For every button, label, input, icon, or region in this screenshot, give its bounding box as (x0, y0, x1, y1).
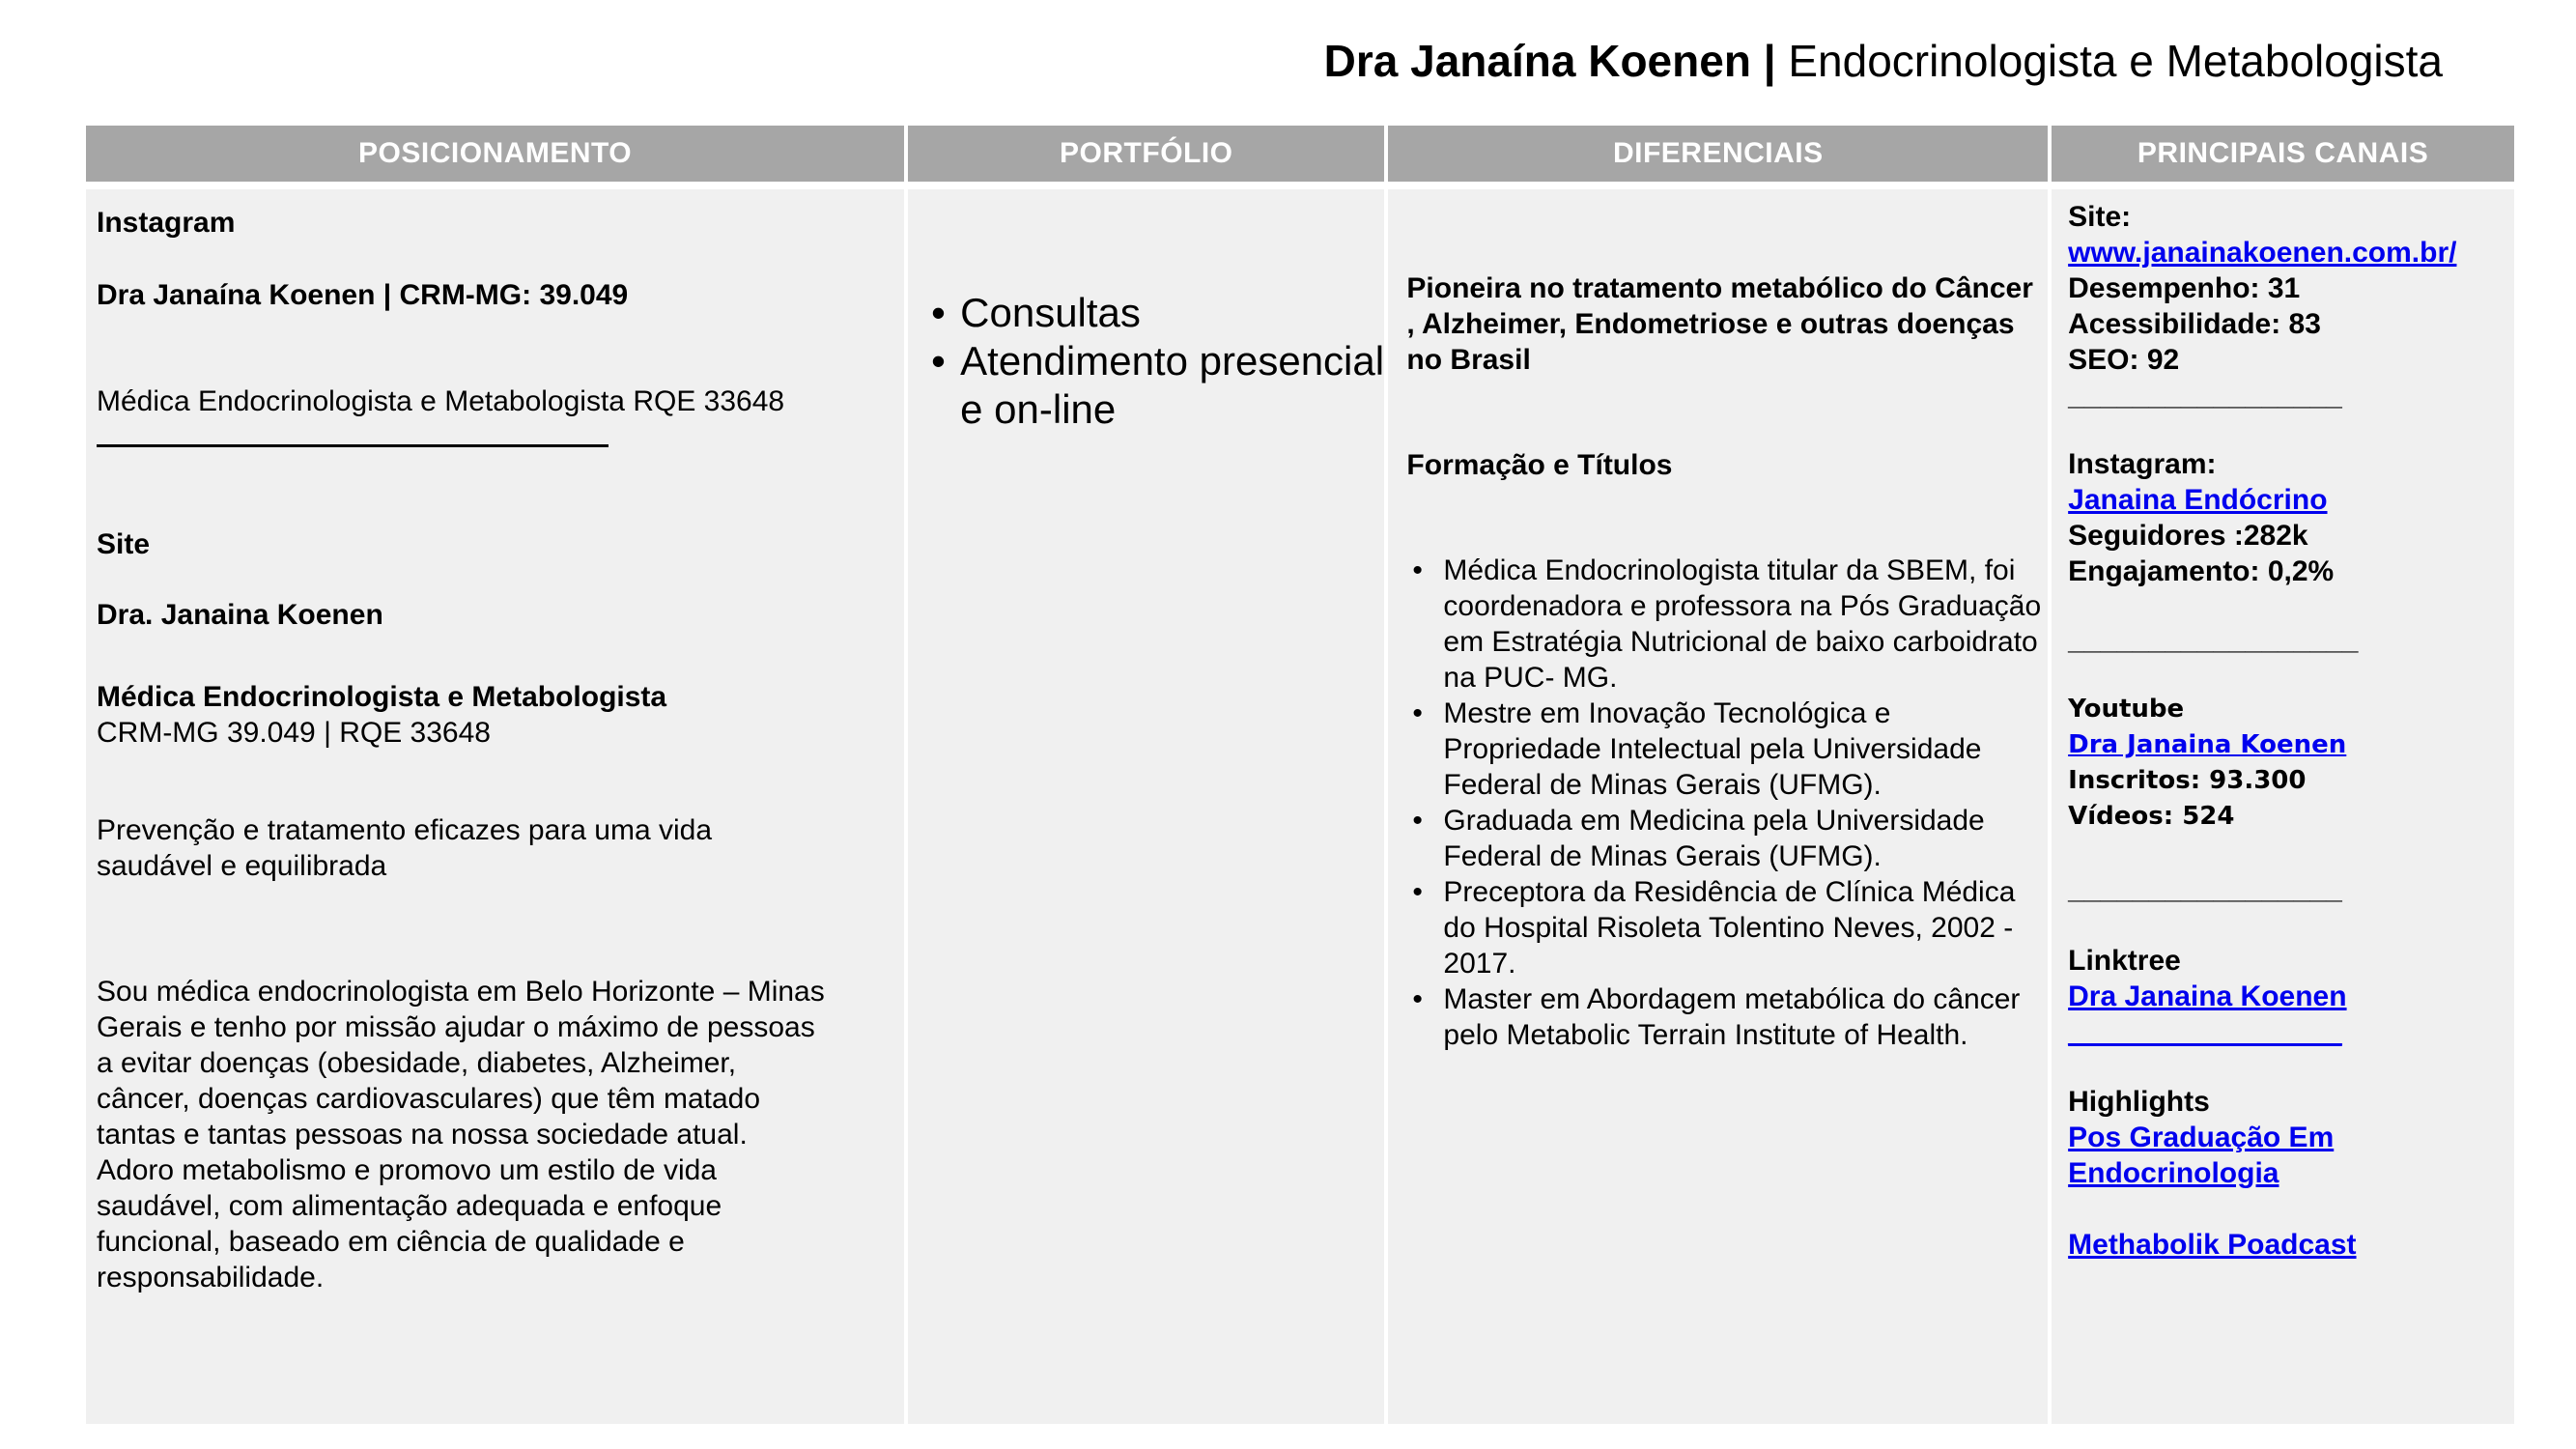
column-canais (2052, 126, 2514, 1424)
inscritos-value: Inscritos: 93.300 (2068, 766, 2307, 795)
formacao-label: Formação e Títulos (1406, 449, 1673, 481)
credential-line: Federal de Minas Gerais (UFMG). (1443, 769, 1882, 801)
linktree-underline[interactable]: _________________ (2068, 1016, 2342, 1048)
separator: _________________ (2068, 873, 2342, 905)
instagram-label: Instagram (97, 207, 236, 239)
list-item (1406, 803, 2041, 874)
instagram-label: Instagram: (2068, 448, 2217, 480)
header-diferenciais: DIFERENCIAIS (1388, 126, 2048, 182)
portfolio-list (931, 289, 1384, 434)
site-crm: CRM-MG 39.049 | RQE 33648 (97, 717, 491, 749)
credential-line: 2017. (1443, 948, 1516, 980)
list-item (1406, 696, 2041, 803)
highlights-label: Highlights (2068, 1086, 2210, 1118)
positioning-table (86, 126, 2514, 1424)
instagram-block (2068, 446, 2334, 589)
site-link[interactable]: www.janainakoenen.com.br/ (2068, 237, 2457, 269)
site-label: Site: (2068, 201, 2132, 233)
about-line: funcional, baseado em ciência de qualidade e (97, 1226, 685, 1258)
separator: _________________ (2068, 380, 2342, 412)
site-block (2068, 199, 2456, 413)
credential-line: pelo Metabolic Terrain Institute of Health. (1443, 1019, 1968, 1051)
tagline (97, 812, 712, 884)
linktree-block (2068, 943, 2346, 1050)
diferenciais-cell (1388, 189, 2048, 1424)
header-portfolio: PORTFÓLIO (908, 126, 1384, 182)
separator: __________________ (2068, 624, 2359, 656)
linktree-link[interactable]: Dra Janaina Koenen (2068, 980, 2347, 1012)
credential-line: • Graduada em Medicina pela Universidade (1443, 805, 1985, 837)
credential-line: coordenadora e professora na Pós Graduação (1443, 590, 2042, 622)
divider-line (97, 444, 609, 447)
title-specialty: Endocrinologista e Metabologista (1775, 36, 2443, 86)
about-line: a evitar doenças (obesidade, diabetes, Alzheimer, (97, 1047, 737, 1079)
headline-line: , Alzheimer, Endometriose e outras doenças (1406, 308, 2015, 340)
credential-line: • Master em Abordagem metabólica do câncer (1443, 983, 2021, 1015)
header-canais: PRINCIPAIS CANAIS (2052, 126, 2514, 182)
videos-value: Vídeos: 524 (2068, 802, 2235, 831)
title-name: Dra Janaína Koenen | (1323, 36, 1776, 86)
credential-line: Federal de Minas Gerais (UFMG). (1443, 840, 1882, 872)
highlight-link-podcast[interactable]: Methabolik Poadcast (2068, 1229, 2357, 1261)
headline-line: Pioneira no tratamento metabólico do Câncer (1406, 272, 2033, 304)
portfolio-cell (908, 189, 1384, 1424)
list-item (931, 337, 1384, 434)
pioneer-headline (1406, 270, 2032, 378)
portfolio-line: e on-line (960, 386, 1117, 432)
about-line: câncer, doenças cardiovasculares) que têm matado (97, 1083, 761, 1115)
instagram-bio: Médica Endocrinologista e Metabologista RQE 33648 (97, 385, 785, 417)
list-item (1406, 981, 2041, 1053)
about-line: responsabilidade. (97, 1262, 325, 1293)
canais-cell (2052, 189, 2514, 1424)
tagline-line: Prevenção e tratamento eficazes para uma vida (97, 814, 713, 846)
credential-line: em Estratégia Nutricional de baixo carboidrato (1443, 626, 2038, 658)
about-line: tantas e tantas pessoas na nossa sociedade atual. (97, 1119, 748, 1151)
posicionamento-cell (86, 189, 904, 1424)
list-item (1406, 553, 2041, 696)
credential-line: do Hospital Risoleta Tolentino Neves, 2002 - (1443, 912, 2014, 944)
seguidores-value: Seguidores :282k (2068, 520, 2308, 552)
about-line: Adoro metabolismo e promovo um estilo de vida (97, 1154, 717, 1186)
list-item (1406, 874, 2041, 981)
about-line: Gerais e tenho por missão ajudar o máximo de pessoas (97, 1011, 815, 1043)
column-posicionamento (86, 126, 904, 1424)
credential-line: • Preceptora da Residência de Clínica Médica (1443, 876, 2016, 908)
about-line: Sou médica endocrinologista em Belo Horizonte – Minas (97, 976, 825, 1008)
instagram-name: Dra Janaína Koenen | CRM-MG: 39.049 (97, 279, 629, 311)
credential-line: • Médica Endocrinologista titular da SBEM, foi (1443, 554, 2016, 586)
site-name: Dra. Janaina Koenen (97, 599, 383, 631)
highlight-line: Pos Graduação Em (2068, 1122, 2335, 1153)
column-portfolio (908, 126, 1384, 1424)
youtube-label: Youtube (2068, 695, 2185, 724)
about-text (97, 974, 825, 1295)
header-posicionamento: POSICIONAMENTO (86, 126, 904, 182)
tagline-line: saudável e equilibrada (97, 850, 387, 882)
spacer (2068, 1191, 2356, 1227)
column-diferenciais (1388, 126, 2048, 1424)
credential-line: • Mestre em Inovação Tecnológica e (1443, 697, 1891, 729)
youtube-link[interactable]: Dra Janaina Koenen (2068, 730, 2347, 759)
credential-line: na PUC- MG. (1443, 662, 1618, 694)
credentials-list (1406, 553, 2041, 1053)
credential-line: Propriedade Intelectual pela Universidade (1443, 733, 1982, 765)
seo-value: SEO: 92 (2068, 344, 2180, 376)
list-item: • Consultas (931, 289, 1384, 337)
acessibilidade-value: Acessibilidade: 83 (2068, 308, 2321, 340)
linktree-label: Linktree (2068, 945, 2181, 977)
instagram-link[interactable]: Janaina Endócrino (2068, 484, 2328, 516)
youtube-block (2068, 692, 2346, 835)
highlight-line: Endocrinologia (2068, 1157, 2279, 1189)
site-label: Site (97, 528, 151, 560)
highlights-block (2068, 1084, 2356, 1263)
page-title (1324, 35, 2443, 87)
portfolio-line: • Atendimento presencial (960, 338, 1385, 384)
engajamento-value: Engajamento: 0,2% (2068, 555, 2335, 587)
desempenho-value: Desempenho: 31 (2068, 272, 2301, 304)
about-line: saudável, com alimentação adequada e enfoque (97, 1190, 722, 1222)
site-role: Médica Endocrinologista e Metabologista (97, 681, 667, 713)
highlight-link-pos-graduacao[interactable] (2068, 1120, 2356, 1191)
headline-line: no Brasil (1406, 344, 1531, 376)
